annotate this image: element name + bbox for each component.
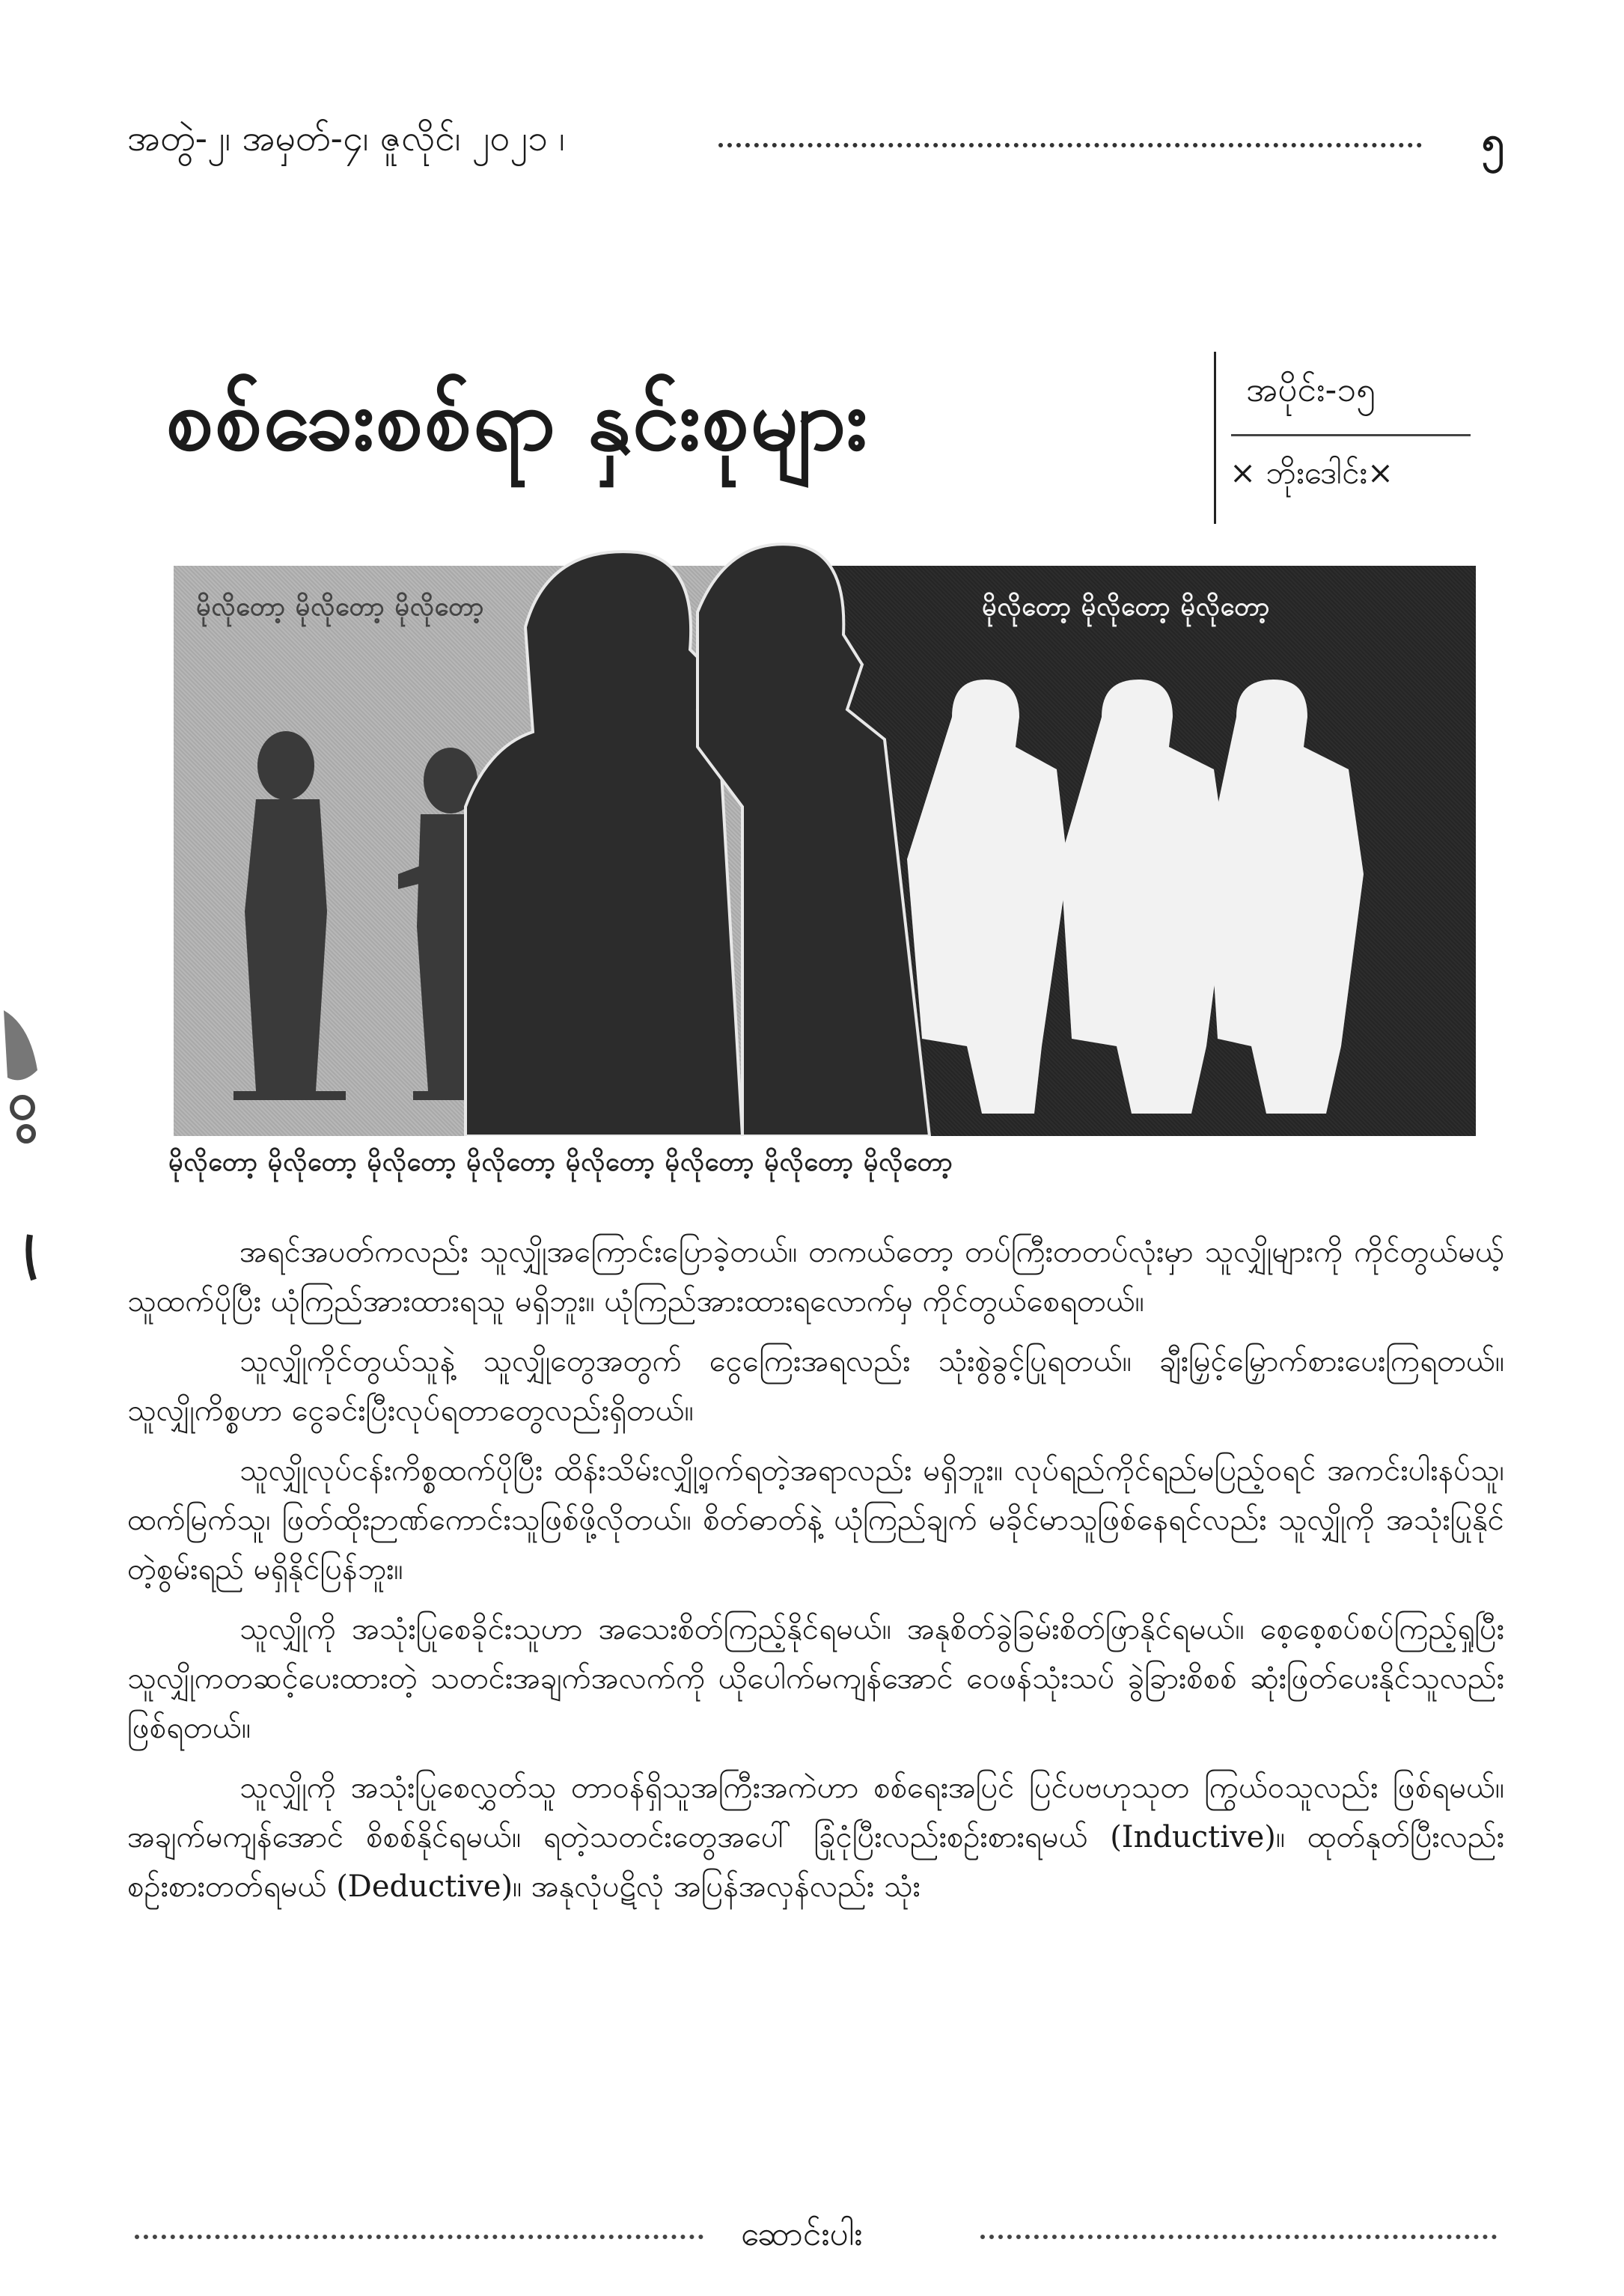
article-title: စစ်ခေးစစ်ရာ နှင်းစုများ (166, 371, 869, 469)
footer-dotted-rule-right (980, 2235, 1497, 2239)
standing-figure-left (233, 731, 346, 1100)
issue-info: အတွဲ-၂၊ အမှတ်-၄၊ ဇူလိုင်၊ ၂၀၂၁ ၊ (127, 117, 565, 159)
banner-caption-right: မိုလိုတော့ မိုလိုတော့ မိုလိုတော့ (982, 592, 1271, 622)
part-divider (1231, 434, 1471, 436)
left-margin-ornament (0, 995, 45, 1295)
illustration-banner (174, 522, 1476, 1136)
white-figure-silhouettes (907, 680, 1364, 1114)
article-body (127, 1227, 1504, 1922)
page-number: ၅ (1481, 117, 1504, 165)
large-profile-silhouettes (465, 544, 929, 1136)
part-label: အပိုင်း-၁၅ (1246, 369, 1376, 409)
body-paragraph: သူလျှိုလုပ်ငန်းကိစ္စထက်ပိုပြီး ထိန်းသိမ်းလျှို့ဝှက်ရတဲ့အရာလည်း မရှိဘူး။ လုပ်ရည်ကိုင်ရည်မပြည့်ဝရင် အကင်းပါးနပ်သူ၊ ထက်မြက်သူ၊ ဖြတ်ထိုးဉာဏ်ကောင်းသူဖြစ်ဖို့လိုတယ်။ စိတ်ဓာတ်နဲ့ ယုံကြည်ချက် မခိုင်မာသူဖြစ်နေရင်လည်း သူလျှိုကို အသုံးပြုနိုင်တဲ့စွမ်းရည် မရှိနိုင်ပြန်ဘူး။ (127, 1453, 1504, 1587)
body-paragraph: သူလျှိုကိုင်တွယ်သူနဲ့ သူလျှိုတွေအတွက် ငွေကြေးအရလည်း သုံးစွဲခွင့်ပြုရတယ်။ ချီးမြှင့်မြှောက်စားပေးကြရတယ်။ သူလျှိုကိစ္စဟာ ငွေခင်းပြီးလုပ်ရတာတွေလည်းရှိတယ်။ (127, 1344, 1504, 1428)
body-paragraph: အရင်အပတ်ကလည်း သူလျှိုအကြောင်းပြောခဲ့တယ်။ တကယ်တော့ တပ်ကြီးတတပ်လုံးမှာ သူလျှိုများကို ကိုင်တွယ်မယ့်သူထက်ပိုပြီး ယုံကြည်အားထားရသူ မရှိဘူး။ ယုံကြည်အားထားရလောက်မှ ကိုင်တွယ်စေရတယ်။ (127, 1235, 1504, 1319)
running-header (127, 116, 1504, 168)
footer-dotted-rule-left (135, 2235, 703, 2239)
article-title-block (166, 352, 1468, 524)
banner-caption-strip: မိုလိုတော့ မိုလိုတော့ မိုလိုတော့ မိုလိုတော့ မိုလိုတော့ မိုလိုတော့ မိုလိုတော့ မိုလိုတော့ (168, 1147, 953, 1177)
header-dotted-rule (718, 143, 1422, 147)
body-paragraph: သူလျှိုကို အသုံးပြုစေလွှတ်သူ တာဝန်ရှိသူအကြီးအကဲဟာ စစ်ရေးအပြင် ပြင်ပဗဟုသုတ ကြွယ်ဝသူလည်း ဖြစ်ရမယ်။ အချက်မကျန်အောင် စိစစ်နိုင်ရမယ်။ ရတဲ့သတင်းတွေအပေါ် ခြုံငုံပြီးလည်းစဉ်းစားရမယ် (Inductive)။ ထုတ်နုတ်ပြီးလည်း စဉ်းစားတတ်ရမယ် (Deductive)။ အနုလုံပဋိလုံ အပြန်အလှန်လည်း သုံး (127, 1771, 1504, 1904)
part-info-box (1214, 352, 1471, 524)
author-name: × ဘိုးဒေါင်း× (1230, 454, 1394, 491)
banner-caption-left: မိုလိုတော့ မိုလိုတော့ မိုလိုတော့ (196, 592, 485, 622)
page-footer (127, 2214, 1504, 2259)
continued-label: ဆောင်းပါး (741, 2215, 863, 2253)
body-paragraph: သူလျှိုကို အသုံးပြုစေခိုင်းသူဟာ အသေးစိတ်ကြည့်နိုင်ရမယ်။ အနုစိတ်ခွဲခြမ်းစိတ်ဖြာနိုင်ရမယ်။ စေ့စေ့စပ်စပ်ကြည့်ရှုပြီး သူလျှိုကတဆင့်ပေးထားတဲ့ သတင်းအချက်အလက်ကို ယိုပေါက်မကျန်အောင် ဝေဖန်သုံးသပ် ခွဲခြားစိစစ် ဆုံးဖြတ်ပေးနိုင်သူလည်း ဖြစ်ရတယ်။ (127, 1612, 1504, 1745)
